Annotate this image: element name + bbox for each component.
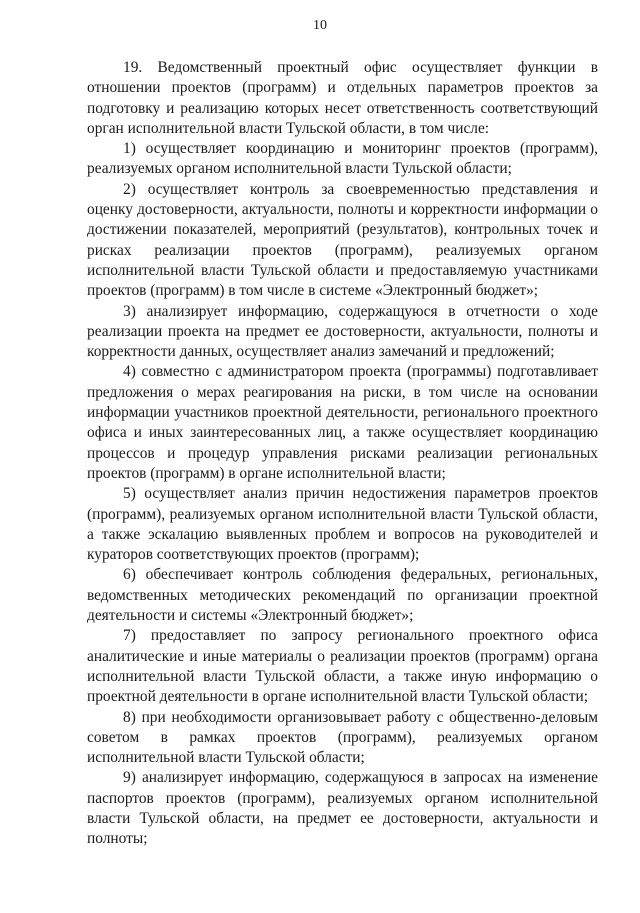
list-item-8: 8) при необходимости организовывает работу с общественно-деловым советом в рамках проектов (программ), реализуемых органом исполнительной власти Тульской области; (87, 708, 598, 767)
paragraph-19-intro: 19. Ведомственный проектный офис осуществляет функции в отношении проектов (программ) и отдельных параметров проектов за подготовку и реализацию которых несет ответственность соответствующий орган исполнительной власти Тульской области, в том числе: (87, 59, 598, 137)
list-item-3: 3) анализирует информацию, содержащуюся в отчетности о ходе реализации проекта на предмет ее достоверности, актуальности, полноты и корректности данных, осуществляет анализ замечаний и предложений; (87, 302, 598, 361)
document-body (87, 58, 598, 850)
list-item-4: 4) совместно с администратором проекта (программы) подготавливает предложения о мерах реагирования на риски, в том числе на основании информации участников проектной деятельности, регионального проектного офиса и иных заинтересованных лиц, а также осуществляет координацию процессов и процедур управления рисками реализации региональных проектов (программ) в органе исполнительной власти; (87, 363, 598, 482)
list-item-2: 2) осуществляет контроль за своевременностью представления и оценку достоверности, актуальности, полноты и корректности информации о достижении показателей, мероприятий (результатов), контрольных точек и рисках реализации проектов (программ), реализуемых органом исполнительной власти Тульской области и предоставляемую участниками проектов (программ) в том числе в системе «Электронный бюджет»; (87, 180, 598, 300)
list-item-9: 9) анализирует информацию, содержащуюся в запросах на изменение паспортов проектов (программ), реализуемых органом исполнительной власти Тульской области, на предмет ее достоверности, актуальности и полноты; (87, 769, 598, 848)
list-item-1: 1) осуществляет координацию и мониторинг проектов (программ), реализуемых органом исполнительной власти Тульской области; (87, 140, 598, 178)
list-item-6: 6) обеспечивает контроль соблюдения федеральных, региональных, ведомственных методических рекомендаций по организации проектной деятельности и системы «Электронный бюджет»; (87, 566, 598, 625)
page-number: 10 (313, 18, 327, 33)
list-item-7: 7) предоставляет по запросу регионального проектного офиса аналитические и иные материалы о реализации проектов (программ) органа исполнительной власти Тульской области, а также иную информацию о проектной деятельности в органе исполнительной власти Тульской области; (87, 627, 598, 706)
list-item-5: 5) осуществляет анализ причин недостижения параметров проектов (программ), реализуемых органом исполнительной власти Тульской области, а также эскалацию выявленных проблем и вопросов на руководителей и кураторов соответствующих проектов (программ); (87, 485, 598, 564)
